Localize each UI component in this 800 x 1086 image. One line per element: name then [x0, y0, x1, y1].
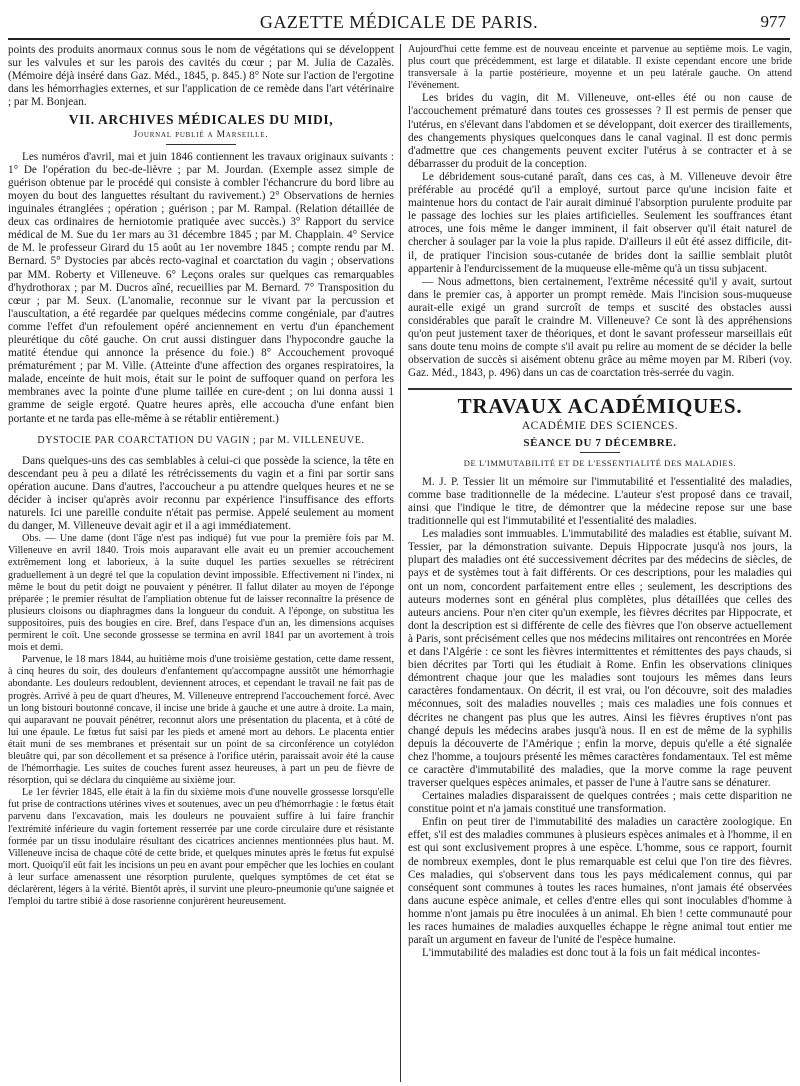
paragraph-debridement: Le débridement sous-cutané paraît, dans ces cas, à M. Villeneuve devoir être préférable au procédé qu'il a employé, surtout parce qu'une incision faite et maintenue hors du contact de l'air aurait diminué l'absorption purulente produite par le passage des lochies sur les plaies artificielles. Seulement les souffrances étant atroces, une fois même le danger imminent, il fait observer qu'il était naturel de chercher à soulager par la voie la plus rapide. D'ailleurs il eût été assez difficile, dit-il, de pratiquer l'incision sous-cutanée de brides dont la saillie semblait plutôt appartenir à l'endurcissement de la muqueuse elle-même qu'à un tissu subjacent. — [408, 170, 792, 275]
paragraph-archives: Les numéros d'avril, mai et juin 1846 contiennent les travaux originaux suivants : 1° De l'opération du bec-de-lièvre ; par M. Jourdan. (Exemple assez simple de guérison obtenue par le procédé qui consiste à combler l'échancrure du bord libre au moyen du bout des languettes résultant du ravivement.) 2° Observations de hernies inguinales étranglées ; opération ; guérison ; par M. Rampal. (Relation détaillée de deux cas ordinaires de herniotomie pratiquée avec succès.) 3° Rapport du service médical de M. Sue du 1er mars au 31 décembre 1845 ; par M. Chapplain. 4° Service de M. le professeur Girard du 15 août au 1er novembre 1845 ; compte rendu par M. Bernard. 5° Dystocies par abcès recto-vaginal et coarctation du vagin ; observations par MM. Roberty et Villeneuve. 6° Leçons orales sur quelques cas remarquables d'hydrothorax ; par M. Ducros aîné, recueillies par M. Bernard. 7° Transposition du cœur ; par M. Seux. (L'anomalie, reconnue sur le vivant par la percussion et l'auscultation, a été regardée par quelques médecins comme congéniale, par d'autres comme l'effet d'un refoulement opéré anciennement en vertu d'un épanchement pleurétique du côté gauche. On crut aussi distinguer dans l'hypocondre gauche la matité étendue qui annonce la présence du foie.) 8° Accouchement provoqué prématurément ; par M. Ville. (Atteinte d'une affection des organes respiratoires, la malade, enceinte de huit mois, était sur le point de suffoquer quand on perfora les membranes avec la pointe d'une plume taillée en cure-dent ; on lui donna aussi 1 gramme de seigle ergoté. Quatre heures après, elle accoucha d'une enfant bien portante et ne tarda pas elle-même à se rétablir entièrement.) — [8, 150, 394, 425]
page-number: 977 — [760, 12, 786, 31]
academy-name: ACADÉMIE DES SCIENCES. — [521, 419, 679, 432]
divider — [580, 452, 620, 453]
topic-heading: DE L'IMMUTABILITÉ ET DE L'ESSENTIALITÉ DES MALADIES. — [463, 457, 737, 468]
paragraph-parvenue: Parvenue, le 18 mars 1844, au huitième mois d'une troisième gestation, cette dame ressent, à cinq heures du soir, des douleurs d'enfantement qu'accompagne aussitôt une hémorrhagie abondante. Les douleurs redoublent, deviennent atroces, et cependant le travail ne fait pas de progrès. Arrivé à peu de quart d'heures, M. Villeneuve entreprend l'accouchement forcé. Avec un long bistouri boutonné concave, il incise une bride à gauche et une autre à droite. La main, qui auparavant ne pouvait pénétrer, reconnut alors une présentation du placenta, et à côté de lui une épaule. Le fœtus fut saisi par les pieds et amené mort au dehors. Le placenta entier était muni de ses membranes et présentait sur un point de sa circonférence un cotylédon bleuâtre qui, par son décollement et sa présence à l'orifice utérin, paraissait avoir été la cause de l'hémorrhagie. Les suites de couches furent assez heureuses, à part un peu de fièvre de résorption, qui se déclara du cinquième au sixième jour. — [8, 654, 394, 787]
left-column — [8, 44, 394, 1082]
paragraph-zoological: Enfin on peut tirer de l'immutabilité des maladies un caractère zoologique. En effet, s'il est des maladies communes à plusieurs espèces animales et à l'homme, il en est qui sont exclusivement propres à une espèce. L'homme, sous ce rapport, fournit de nombreux exemples, dont le plus remarquable est celui que l'on tire des fièvres. Ces maladies, qui s'observent dans tous les pays médicalement connus, qui par conséquent sont communes à toutes les races humaines, n'ont jamais été observées dans aucune espèce animale, et celles d'entre elles qui sont inoculables d'homme à homme n'ont jamais pu être inoculées à un animal. Eh bien ! cette communauté pour les races humaines de maladies auxquelles échappe le règne animal tout entier me paraît un argument en faveur de l'unité de l'espèce humaine. — [408, 816, 792, 947]
paragraph-continued: points des produits anormaux connus sous le nom de végétations qui se développent sur les valvules et sur les parois des cavités du cœur ; par M. Julia de Cazalès. (Mémoire déjà inséré dans Gaz. Méd., 1845, p. 845.) 8° Note sur l'action de l'ergotine dans les hémorrhagies externes, et sur l'application de ce remède dans l'art vétérinaire ; par M. Bonjean. — [8, 44, 394, 109]
session-date: SÉANCE DU 7 DÉCEMBRE. — [523, 436, 677, 449]
section-divider — [408, 388, 792, 390]
paragraph-brides: Les brides du vagin, dit M. Villeneuve, ont-elles été ou non cause de l'accouchement prématuré dans toutes ces grossesses ? Il est permis de penser que l'utérus, en s'élevant dans l'abdomen et se développant, doit exercer des tiraillements, des changements physiques quelconques dans le canal vaginal. Il est donc permis d'admettre que ces changements peuvent exciter l'utérus à se contracter et à se débarrasser du produit de la conception. — [408, 92, 792, 170]
section-subtitle: Journal publié a Marseille. — [133, 129, 269, 140]
paragraph-disappearance: Certaines maladies disparaissent de quelques contrées ; mais cette disparition ne constitue point et n'a jamais constitué une transformation. — [408, 790, 792, 816]
paragraph-fevrier: Le 1er février 1845, elle était à la fin du sixième mois d'une nouvelle grossesse lorsqu'elle fut prise de contractions utérines vives et soutenues, avec un peu d'hémorrhagie : le fœtus était parvenu dans l'excavation, mais les douleurs ne pouvaient suffire à lui faire franchir l'extrémité inférieure du vagin fortement resserrée par une corde circulaire dure et résistante formée par un tissu inodulaire résultant des cicatrices anciennes mentionnées plus haut. M. Villeneuve incisa de chaque côté de cette bride, et quelques minutes après le fœtus fut expulsé mort. Quoiqu'il eût fait les incisions un peu en avant pour empêcher que les lochies en coulant à leur surface amenassent une résorption purulente, quelques symptômes de cet état se déclarèrent, légers à la vérité. Bientôt après, il survint une pleuro-pneumonie qu'une saignée et l'emploi du tartre stibié à dose rasorienne conjurèrent heureusement. — [8, 787, 394, 908]
paragraph-commentary: — Nous admettons, bien certainement, l'extrême nécessité qu'il y avait, surtout dans le premier cas, à apporter un prompt remède. Mais l'incision sous-muqueuse aurait-elle exigé un grand surcroît de temps et suscité des obstacles aussi considérables que paraît le craindre M. Villeneuve? Ce sont là des appréhensions qu'on peut justement taxer de théoriques, et dont le savant professeur marseillais eût sans doute tenu moins de compte s'il avait pu relire au moment de se décider la belle observation de succès si aisément obtenu grâce au même moyen par M. Riberi (voy. Gaz. Méd., 1843, p. 496) dans un cas de coarctation très-serrée du vagin. — [408, 275, 792, 380]
divider — [166, 144, 236, 145]
journal-title: GAZETTE MÉDICALE DE PARIS. — [259, 12, 539, 32]
section-heading: TRAVAUX ACADÉMIQUES. — [457, 394, 743, 419]
section-title: VII. ARCHIVES MÉDICALES DU MIDI, — [68, 112, 334, 128]
running-header — [8, 10, 790, 40]
paragraph-dystocie: Dans quelques-uns des cas semblables à celui-ci que possède la science, la tête en descendant peu à peu a dilaté les rétrécissements du vagin et a fini par sortir sans opération aucune. Dans d'autres, l'accoucheur a pu attendre quelques heures et ne se décider à inciser qu'après avoir reconnu par expérience l'insuffisance des efforts naturels. Ici une pareille conduite n'était pas permise. Appelé seulement au moment du danger, M. Villeneuve devait agir et il a agi immédiatement. — [8, 454, 394, 533]
paragraph-immutability: Les maladies sont immuables. L'immutabilité des maladies est établie, suivant M. Tessier, par la démonstration suivante. Depuis Hippocrate jusqu'à nos jours, la plupart des maladies ont été successivement décrites par des médecins de siècles, de pays et de systèmes tout à fait différents. Or ces descriptions, pour les maladies qui ont un nom, concordent parfaitement entre elles ; seulement, les descriptions des auteurs modernes sont en général plus complètes, plus détaillées que celles des auteurs anciens. Pour n'en citer qu'un exemple, les fièvres décrites par Hippocrate, et dont la description est si différente de celle des fièvres que l'on observe actuellement à Paris, sont précisément celles que nos médecins militaires ont rencontrées en Morée et dans l'Algérie : ce sont les fièvres intermittentes et rémittentes des pays chauds, si bien décrites par Torti qui les étudiait à Rome. Enfin les observations cliniques démontrent chaque jour que les maladies sont toujours les mêmes dans leurs caractères fondamentaux. On décrit, il est vrai, ou l'on découvre, soit des maladies méconnues, soit des maladies nouvelles ; mais ces maladies une fois connues et décrites ne changent pas plus que les autres. Ainsi les fièvres éruptives n'ont pas changé depuis les médecins arabes jusqu'à nous. Il en est de même de la syphilis depuis la découverte de l'Amérique ; enfin la morve, depuis qu'elle a été signalée chez l'homme, a toujours présenté les mêmes caractères fondamentaux. Tel est même ce caractère d'immutabilité des maladies, que la morve comme la rage peuvent traverser quelques espèces animales, et passer de l'une à l'autre sans se dénaturer. — [408, 528, 792, 789]
paragraph-continued: Aujourd'hui cette femme est de nouveau enceinte et parvenue au septième mois. Le vagin, plus court que précédemment, est large et dilatable. Il existe cependant encore une bride transversale à la partie postérieure, moyenne et un peu latérale gauche. On attend l'événement. — [408, 44, 792, 92]
paragraph-tessier: M. J. P. Tessier lit un mémoire sur l'immutabilité et l'essentialité des maladies, comme base traditionnelle de la médecine. L'auteur s'est proposé dans ce travail, ainsi que l'indique le titre, de démontrer que la médecine repose sur une base traditionnelle qui est l'immutabilité et l'essentialité des maladies. — [408, 475, 792, 528]
article-subhead: DYSTOCIE PAR COARCTATION DU VAGIN ; par M. VILLENEUVE. — [37, 434, 365, 446]
paragraph-conclusion: L'immutabilité des maladies est donc tout à la fois un fait médical incontes- — [422, 947, 761, 960]
paragraph-observation: Obs. — Une dame (dont l'âge n'est pas indiqué) fut vue pour la première fois par M. Villeneuve en avril 1840. Trois mois auparavant elle avait eu un premier accouchement extrêmement long et laborieux, à la suite duquel les parties sexuelles se rétrécirent graduellement à un degré tel que la copulation devint impossible. Effectivement ni l'index, ni même le bout du petit doigt ne pouvaient y pénétrer. Il fallut dilater au moyen de l'éponge préparée ; le premier résultat de l'ampliation obtenue fut de laisser reconnaître la présence de plusieurs cloisons ou diaphragmes dans la longueur du conduit. A l'éponge, on substitua les suppositoires, puis des bougies en cire. Bref, dans l'espace d'un an, les dimensions acquises permirent le coït. Une seconde grossesse se termina en avril 1841 par un avortement à trois mois et demi. — [8, 533, 394, 654]
column-divider — [400, 44, 401, 1082]
right-column — [408, 44, 792, 1082]
